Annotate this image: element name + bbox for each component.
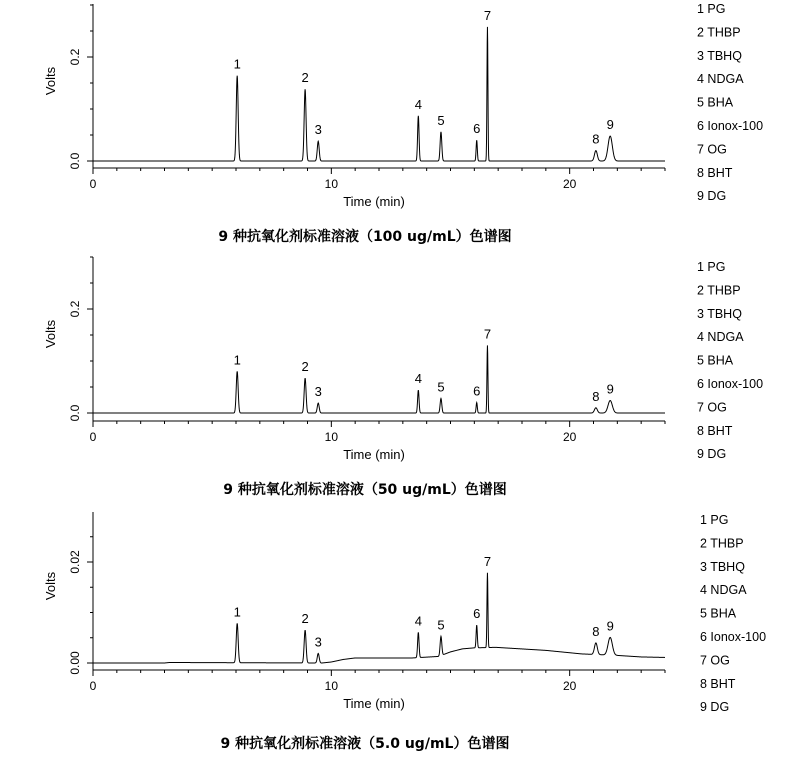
y-tick-label: 0.02	[68, 550, 82, 574]
chromatogram-trace	[93, 345, 665, 413]
peak-label: 4	[414, 96, 422, 112]
peak-label: 4	[414, 371, 422, 387]
peak-label: 7	[483, 7, 492, 23]
peak-label: 3	[314, 634, 322, 650]
y-tick-label: 0.0	[68, 404, 82, 422]
legend-item: 9 DG	[697, 189, 727, 204]
legend-item: 7 OG	[697, 400, 727, 415]
x-tick-label: 20	[562, 679, 577, 693]
peak-label: 5	[437, 379, 445, 395]
legend-item: 1 PG	[697, 260, 726, 274]
legend-item: 2 THBP	[700, 536, 744, 551]
x-tick-label: 20	[562, 430, 577, 444]
x-tick-label: 10	[324, 430, 339, 444]
x-tick-label: 20	[562, 177, 577, 191]
peak-label: 1	[233, 604, 241, 620]
chart-caption: 9 种抗氧化剂标准溶液（50 ug/mL）色谱图	[223, 482, 507, 498]
peak-label: 2	[301, 70, 309, 86]
x-axis-label: Time (min)	[343, 194, 405, 209]
legend-item: 6 Ionox-100	[697, 377, 764, 391]
peak-label: 9	[606, 381, 614, 397]
peak-label: 3	[314, 384, 322, 400]
legend-item: 4 NDGA	[697, 330, 744, 345]
x-tick-label: 0	[89, 430, 97, 444]
legend-item: 7 OG	[697, 142, 727, 157]
peak-label: 2	[301, 611, 309, 627]
x-axis-label: Time (min)	[343, 447, 405, 462]
legend-item: 5 BHA	[697, 353, 734, 368]
chart-caption: 9 种抗氧化剂标准溶液（100 ug/mL）色谱图	[218, 229, 512, 245]
chromatogram-trace	[93, 573, 665, 663]
peak-label: 5	[437, 617, 445, 633]
chart-panel-3	[43, 512, 766, 752]
legend-item: 9 DG	[697, 447, 727, 462]
x-tick-label: 0	[89, 177, 97, 191]
legend-item: 9 DG	[700, 700, 730, 715]
legend-item: 6 Ionox-100	[700, 630, 767, 644]
peak-label: 8	[592, 131, 600, 147]
peak-label: 9	[606, 117, 614, 133]
peak-label: 6	[473, 606, 481, 622]
legend-item: 8 BHT	[700, 676, 736, 691]
legend-item: 7 OG	[700, 653, 730, 668]
x-tick-label: 10	[324, 177, 339, 191]
peak-label: 6	[473, 383, 481, 399]
y-tick-label: 0.00	[68, 651, 82, 675]
peak-label: 6	[473, 121, 481, 137]
y-tick-label: 0.2	[68, 300, 82, 318]
legend-item: 2 THBP	[697, 25, 741, 40]
y-axis-label: Volts	[43, 571, 58, 601]
peak-label: 1	[233, 352, 241, 368]
chart-panel-2	[43, 257, 763, 498]
x-tick-label: 10	[324, 679, 339, 693]
peak-label: 1	[233, 56, 241, 72]
legend-item: 4 NDGA	[697, 72, 744, 87]
chart-caption: 9 种抗氧化剂标准溶液（5.0 ug/mL）色谱图	[220, 736, 510, 752]
y-tick-label: 0.2	[68, 48, 82, 66]
y-axis-label: Volts	[43, 66, 58, 96]
legend-item: 6 Ionox-100	[697, 119, 764, 133]
peak-label: 4	[414, 613, 422, 629]
peak-label: 2	[301, 359, 309, 375]
y-tick-label: 0.0	[68, 152, 82, 170]
peak-label: 7	[483, 553, 492, 569]
legend-item: 4 NDGA	[700, 583, 747, 598]
legend-item: 1 PG	[700, 513, 729, 527]
peak-label: 5	[437, 112, 445, 128]
legend-item: 8 BHT	[697, 165, 733, 180]
legend-item: 8 BHT	[697, 423, 733, 438]
peak-label: 7	[483, 326, 492, 342]
peak-label: 8	[592, 388, 600, 404]
legend-item: 2 THBP	[697, 283, 741, 298]
y-axis-label: Volts	[43, 319, 58, 349]
legend-item: 3 TBHQ	[697, 48, 742, 63]
x-tick-label: 0	[89, 679, 97, 693]
peak-label: 3	[314, 122, 322, 138]
chart-panel-1	[43, 2, 763, 245]
legend-item: 1 PG	[697, 2, 726, 16]
peak-label: 8	[592, 623, 600, 639]
legend-item: 3 TBHQ	[700, 559, 745, 574]
x-axis-label: Time (min)	[343, 696, 405, 711]
legend-item: 3 TBHQ	[697, 306, 742, 321]
legend-item: 5 BHA	[697, 95, 734, 110]
peak-label: 9	[606, 618, 614, 634]
legend-item: 5 BHA	[700, 606, 737, 621]
chromatogram-trace	[93, 27, 665, 161]
